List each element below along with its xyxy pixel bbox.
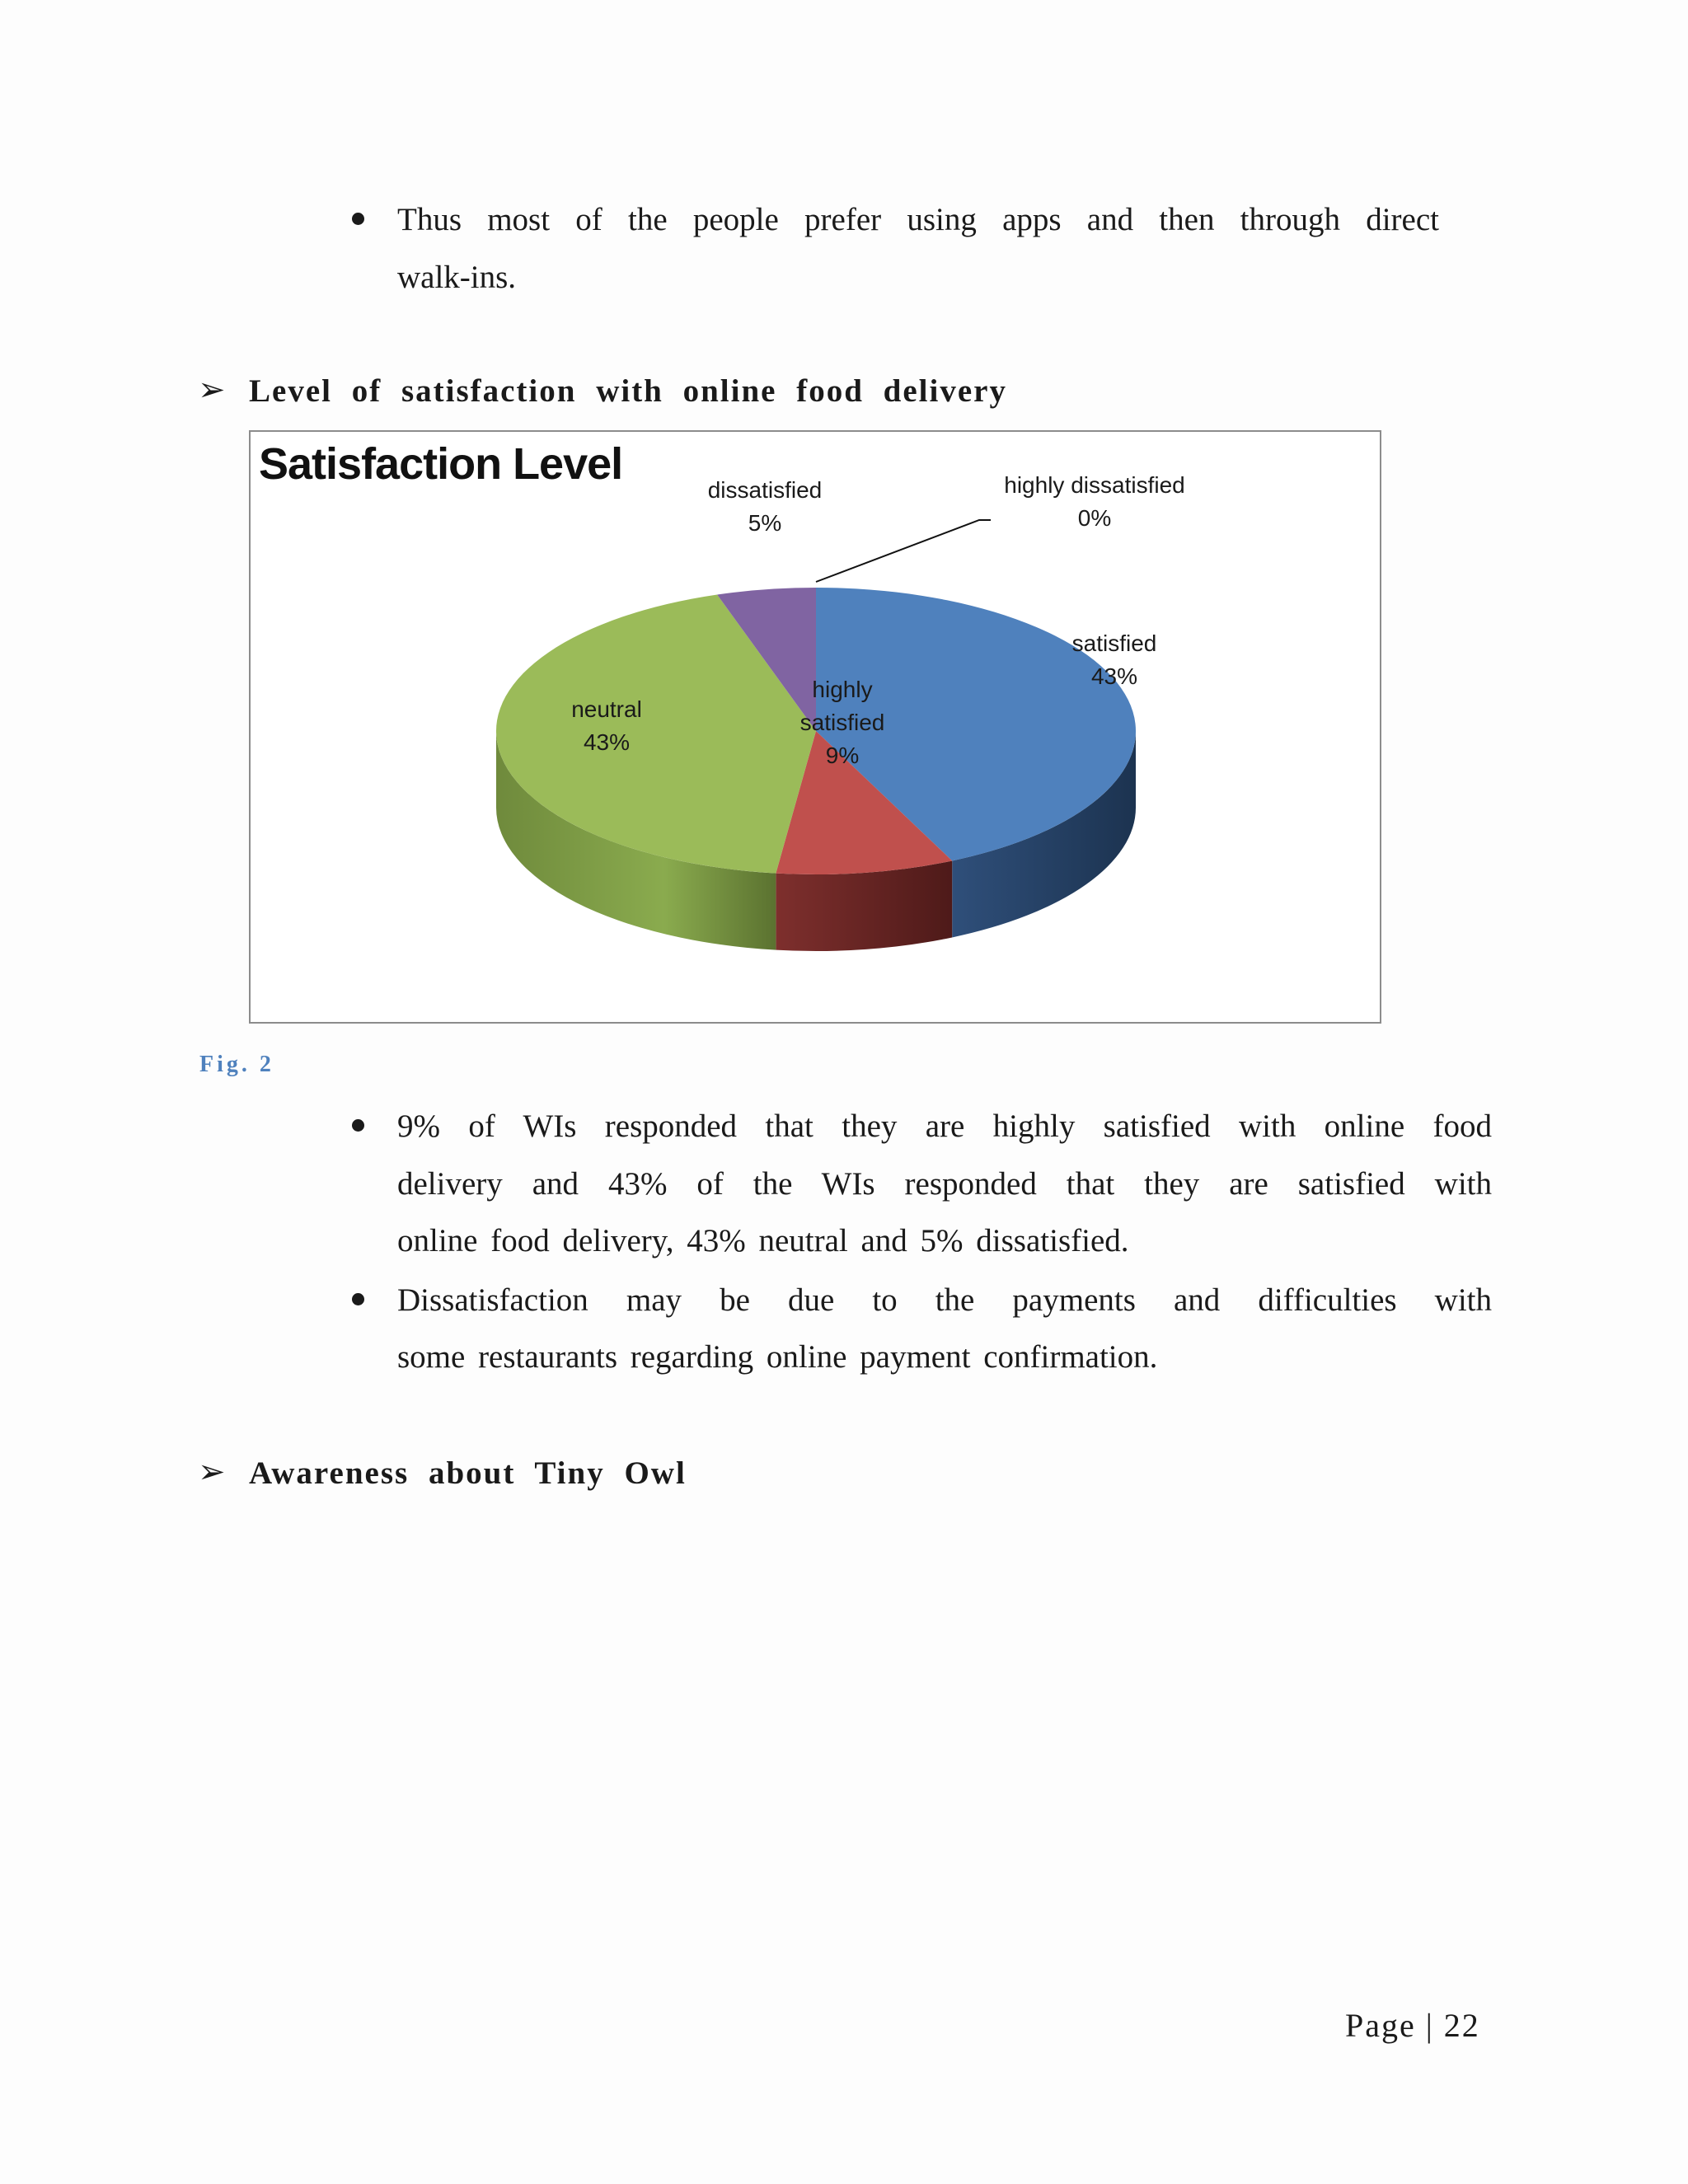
paragraph-line: online food delivery, 43% neutral and 5% dissatisfied. — [397, 1223, 1129, 1258]
paragraph-line: Dissatisfaction may be due to the payments and difficulties with — [397, 1282, 1492, 1318]
pie-slice-side-highly-satisfied — [776, 860, 952, 951]
pie-label-highly-satisfied: 9% — [825, 743, 860, 768]
section-heading: Awareness about Tiny Owl — [249, 1455, 687, 1491]
arrow-bullet-icon: ➢ — [198, 1453, 226, 1491]
pie-chart — [249, 430, 1381, 1024]
pie-label-satisfied: 43% — [1090, 663, 1138, 689]
pie-label-dissatisfied: dissatisfied — [707, 477, 823, 503]
pie-label-dissatisfied: 5% — [748, 510, 782, 536]
figure-label: Fig. 2 — [199, 1052, 274, 1077]
leader-line — [816, 520, 991, 582]
paragraph-line: 9% of WIs responded that they are highly satisfied with online food — [397, 1108, 1492, 1144]
bullet-dot — [352, 1119, 364, 1132]
bullet-dot — [352, 213, 364, 225]
pie-label-highly-dissatisfied: highly dissatisfied — [1004, 472, 1185, 498]
page-number: Page | 22 — [1345, 2007, 1480, 2044]
paragraph-line: delivery and 43% of the WIs responded that they are satisfied with — [397, 1166, 1492, 1202]
paragraph-line: walk-ins. — [397, 260, 517, 295]
paragraph-line: some restaurants regarding online payment confirmation. — [397, 1339, 1158, 1375]
pie-label-highly-satisfied: highly — [812, 677, 873, 702]
arrow-bullet-icon: ➢ — [198, 371, 226, 409]
bullet-dot — [352, 1293, 364, 1305]
pie-chart-svg — [251, 432, 1380, 1022]
pie-label-highly-dissatisfied: 0% — [1077, 505, 1112, 531]
chart-title: Satisfaction Level — [259, 439, 623, 489]
pie-label-highly-satisfied: satisfied — [799, 710, 885, 735]
section-heading: Level of satisfaction with online food delivery — [249, 373, 1007, 409]
paragraph-line: Thus most of the people prefer using apps and then through direct — [397, 202, 1439, 237]
pie-label-satisfied: satisfied — [1071, 630, 1157, 656]
pie-label-neutral: neutral — [571, 696, 642, 722]
pie-label-neutral: 43% — [583, 729, 631, 755]
